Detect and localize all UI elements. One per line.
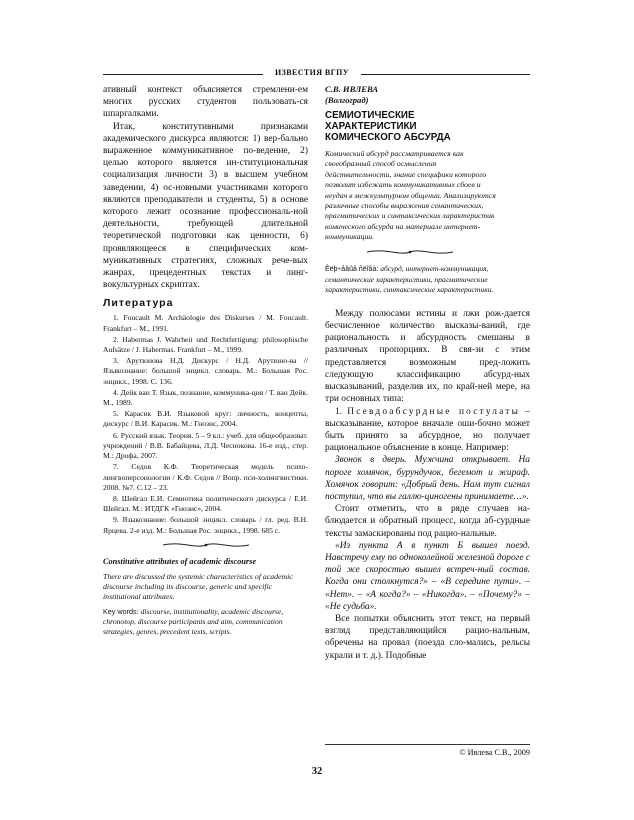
type-number: 1. — [335, 406, 343, 417]
reference-item: 2. Habermas J. Wahrheit und Rechtfertigung: philosophische Aufsätze / J. Habermas. Frankfurt – M., 1999. — [103, 334, 308, 355]
title-line: СЕМИОТИЧЕСКИЕ — [325, 110, 415, 121]
author-city: (Волгоград) — [325, 94, 369, 105]
english-keywords: Key words: discourse, institutionality, academic discourse, chronotop, discourse participants and aim, communication strategies, genres, precedent texts, scripts. — [103, 606, 284, 636]
left-body-text — [103, 84, 308, 291]
page-number: 32 — [311, 766, 323, 777]
keywords-text: discourse, institutionality, academic discourse, chronotop, discourse participants and aim, communication strategies, genres, precedent texts, scripts. — [103, 606, 284, 636]
paragraph: ативный контекст объясняется стремлени-ем многих русских студентов пользовать-ся шпаргалками. — [103, 85, 308, 120]
journal-title: ИЗВЕСТИЯ ВГПУ — [275, 68, 349, 77]
title-line: ХАРАКТЕРИСТИКИ — [325, 121, 417, 132]
keywords-text: абсурд, интернет-коммуникация, семантические характеристики, прагматические характеристики, синтаксические характеристики. — [325, 263, 494, 295]
keywords-label: Key words — [103, 606, 137, 616]
reference-item: 9. Языкознание: большой энцикл. словарь / гл. ред. В.Н. Ярцева. 2-е изд. М.: Большая Рос. энцикл., 1998. 685 с. — [103, 515, 308, 535]
article-title — [325, 110, 530, 143]
literature-heading: Литература — [103, 297, 174, 310]
paragraph: Все попытки объяснить этот текст, на первый взгляд представляющийся рацио-нальным, обречены на провал (поезда сло-мались, рельсы украли и т. д.). Подобные — [325, 613, 530, 661]
header-rule-left — [103, 74, 263, 75]
english-title: Constitutive attributes of academic discourse — [103, 556, 257, 566]
right-body-text — [325, 308, 530, 662]
russian-keywords — [325, 264, 530, 296]
paragraph: Итак, конститутивными признаками академического дискурса являются: 1) вер-бально выраженное коммуникативное по-ведение, 2) целью которого является ин-ституциональная социализация личности 3) в высшем учебном заведении, 4) ос-новными участниками которого являются преподаватели и студенты, 5) в основе которого лежит осознание профессиональ-ной деятельности, требующей длительной теоретической подготовки как ценности, 6) проявляющееся в специфических ком-муникативных стратегиях, сложных рече-вых жанрах, прецедентных текстах и линг-вокультурных скриптах. — [103, 121, 308, 291]
reference-item: 4. Дейк ван Т. Язык, познание, коммуника-ция / Т. ван Дейк. М., 1989. — [103, 387, 308, 408]
keywords-label: Êëþ÷åâûå ñëîâà: — [325, 265, 379, 273]
reference-item: 6. Русский язык. Теория. 5 – 9 кл.: учеб. для общеобразоват. учреждений / В.В. Бабайцева, Л.Д. Чеснокова. 16-е изд., стер. М.: Дрофа, 2007. — [103, 430, 308, 461]
author-name: С.В. ИВЛЕВА — [325, 84, 379, 94]
title-line: КОМИЧЕСКОГО АБСУРДА — [325, 132, 451, 143]
reference-item: 1. Foucault M. Archäologie des Diskurses / M. Foucault. Frankfurt – M., 1991. — [103, 313, 308, 333]
type-term: Псевдоабсурдные постулаты — [347, 406, 521, 417]
right-column — [325, 84, 530, 662]
example-quote: Звонок в дверь. Мужчина открывает. На пороге хомячок, бурундучок, бегемот и жираф. Хомячок говорит: «Добрый день. Нам тут сигнал поступил, что вы галлю-циногены принимаете…». — [325, 455, 530, 502]
paragraph — [325, 406, 530, 455]
reference-item: 5. Карасик В.И. Языковой круг: личность, концепты, дискурс / В.И. Карасик. М.: Гнозис, 2004. — [103, 409, 308, 429]
type-description: – высказывание, которое вначале оши-бочно может быть принято за абсурдное, но получает рациональное объяснение в конце. Например: — [325, 406, 530, 454]
russian-abstract: Комический абсурд рассматривается как своеобразный способ осмысления действительности, знание специфики которого позволит избежать коммуникативных сбоев и неудач в межкультурном общении. Анализируются различные способы выражения семантических, прагматических и синтаксических характеристик комического абсурда на материале интернет-коммуникации. — [325, 149, 496, 242]
ornament-divider-icon — [365, 248, 455, 256]
ornament-divider-icon — [161, 541, 251, 549]
copyright: © Ивлева С.В., 2009 — [459, 748, 530, 757]
reference-item: 8. Шейгал Е.И. Семиотика политического дискурса / Е.И. Шейгал. М.: ИТДГК «Гнозис», 2004. — [103, 493, 308, 514]
reference-item: 3. Арутюнова Н.Д. Дискурс / Н.Д. Арутюно-ва // Языкознание: большой энцикл. словарь. М.: Большая Рос. энцикл., 1998. С. 136. — [103, 356, 308, 386]
paragraph: Стоит отметить, что в ряде случаев на-блюдается и обратный процесс, когда аб-сурдные тексты замаскированы под рацио-нальные. — [325, 504, 530, 539]
english-abstract: There are discussed the systemic characteristics of academic discourse including its discourse, generic and specific institutional attributes. — [103, 571, 293, 601]
left-column — [103, 84, 308, 637]
example-quote: «Из пункта А в пункт Б вышел поезд. Навстречу ему по одноколейной железной дороге с той же скоростью вышел встреч-ный состав. Когда они столкнутся?» – «В середине пути». – «Нет». – «А когда?» – «Никогда». – «Почему?» – «Не судьба». — [325, 540, 530, 612]
running-header — [103, 68, 530, 80]
reference-item: 7. Седов К.Ф. Теоретическая модель психо-лингвоперсонологии / К.Ф. Седов // Вопр. пси-холингвистики. 2008. №7. С.12 – 23. — [103, 462, 308, 492]
paragraph: Между полюсами истины и лжи рож-дается бесчисленное количество высказы-ваний, где рациональность и абсурдность смешаны в различных пропорциях. В свя-зи с этим представляется возможным пред-ложить следующую классификацию абсурд-ных высказываний, разделив их, по край-ней мере, на три основных типа: — [325, 308, 530, 405]
header-rule-right — [361, 74, 530, 75]
footer-rule — [325, 744, 530, 745]
reference-list — [103, 313, 308, 535]
